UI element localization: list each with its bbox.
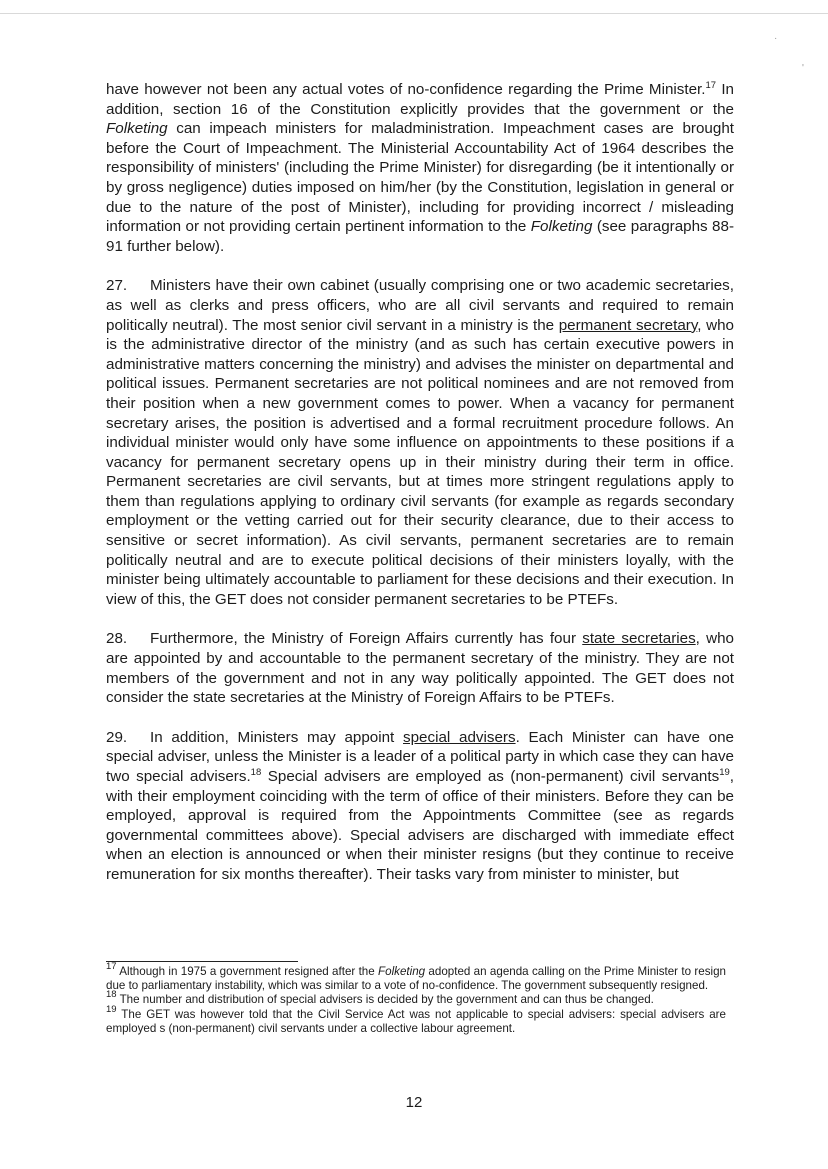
- paragraph-number: 29.: [106, 728, 128, 746]
- text-run: adopted an agenda calling on the Prime Minister to resign due to parliamentary instability, which was similar to a vote of no-confidence. The government subsequently resigned.: [106, 965, 726, 993]
- footnote-18: [106, 989, 726, 1007]
- paragraph-28: [106, 629, 734, 707]
- text-run: , who are appointed by and accountable to the permanent secretary of the ministry. They are not members of the government and not in any way politically appointed. The GET does not consider the state secretaries at the Ministry of Foreign Affairs to be PTEFs.: [106, 630, 734, 707]
- italic-term: Folketing: [378, 965, 426, 978]
- footnote-ref-17[interactable]: 17: [705, 80, 717, 91]
- footnote-19: [106, 1003, 726, 1036]
- italic-term: Folketing: [106, 120, 168, 138]
- scan-speck: ': [802, 63, 804, 74]
- text-run: Ministers have their own cabinet (usually comprising one or two academic secretaries, as well as clerks and press officers, who are all civil servants and required to remain politically neutral). The most senior civil servant in a ministry is the: [106, 277, 734, 334]
- footnote-ref-19[interactable]: 19: [719, 767, 730, 778]
- footnote-separator: [106, 961, 298, 962]
- text-run: In addition, section 16 of the Constitution explicitly provides that the government or the: [106, 81, 735, 118]
- text-run: (see paragraphs 88-91 further below).: [106, 218, 734, 255]
- underlined-term: state secretaries: [582, 630, 696, 648]
- text-run: Although in 1975 a government resigned after the: [116, 965, 379, 978]
- text-run: The GET was however told that the Civil Service Act was not applicable to special advisers: special advisers are employed s (non-permanent) civil servants under a collective labour agreement.: [106, 1007, 726, 1035]
- paragraph-27: [106, 276, 734, 609]
- paragraph-number: 27.: [106, 277, 128, 295]
- body-text: [106, 80, 734, 905]
- text-run: The number and distribution of special advisers is decided by the government and can thus be changed.: [116, 993, 654, 1007]
- underlined-term: special advisers: [403, 728, 516, 746]
- footnote-17: [106, 961, 726, 993]
- footnote-marker: 19: [106, 1003, 117, 1015]
- paragraph-number: 28.: [106, 630, 128, 648]
- footnote-marker: 18: [106, 989, 117, 1001]
- paragraph-continuation: [106, 80, 734, 256]
- text-run: have however not been any actual votes of no-confidence regarding the Prime Minister.: [106, 81, 706, 98]
- text-run: , who is the administrative director of the ministry (and as such has certain executive powers in administrative matters concerning the ministry) and advises the minister on departmental and political issues. Permanent secretaries are not political nominees and are not removed from their position when a new government comes to power. When a vacancy for permanent secretary arises, the position is advertised and a formal recruitment procedure follows. An individual minister would only have some influence on appointments to these positions if a vacancy for permanent secretary opens up in their ministry during their term in office. Permanent secretaries are civil servants, but at times more stringent regulations apply to them than regulations applying to ordinary civil servants (for example as regards secondary employment or the vetting carried out for their security clearance, due to their access to sensitive or secret information). As civil servants, permanent secretaries are to remain politically neutral and are to execute political decisions of their ministers loyally, with the minister being ultimately accountable to parliament for these decisions and their execution. In view of this, the GET does not consider permanent secretaries to be PTEFs.: [106, 316, 734, 608]
- text-run: Special advisers are employed as (non-permanent) civil servants: [261, 768, 720, 785]
- footnotes: [106, 961, 726, 1036]
- scan-edge-line: [0, 13, 828, 14]
- text-run: Furthermore, the Ministry of Foreign Affairs currently has four: [150, 630, 583, 648]
- text-run: In addition, Ministers may appoint: [150, 728, 404, 746]
- text-run: , with their employment coinciding with the term of office of their ministers. Before they can be employed, approval is required from the Appointments Committee (see as regards governmental committees above). Special advisers are discharged with immediate effect when an election is announced or when their minister resigns (but they continue to receive remuneration for six months thereafter). Their tasks vary from minister to minister, but: [106, 768, 735, 883]
- text-run: . Each Minister can have one special adviser, unless the Minister is a leader of a political party in which case they can have two special advisers.: [106, 728, 734, 785]
- page-number: 12: [405, 1094, 423, 1111]
- italic-term: Folketing: [530, 218, 593, 236]
- text-run: can impeach ministers for maladministration. Impeachment cases are brought before the Court of Impeachment. The Ministerial Accountability Act of 1964 describes the responsibility of ministers' (including the Prime Minister) for disregarding (be it intentionally or by gross negligence) duties imposed on him/her (by the Constitution, legislation in general or due to the nature of the post of Minister), including for providing incorrect / misleading information or not providing certain pertinent information to the: [106, 120, 734, 236]
- scan-speck: ·: [774, 33, 778, 44]
- footnote-marker: 17: [106, 961, 117, 972]
- paragraph-29: [106, 728, 734, 885]
- underlined-term: permanent secretary: [558, 316, 698, 334]
- footnote-ref-18[interactable]: 18: [250, 767, 262, 778]
